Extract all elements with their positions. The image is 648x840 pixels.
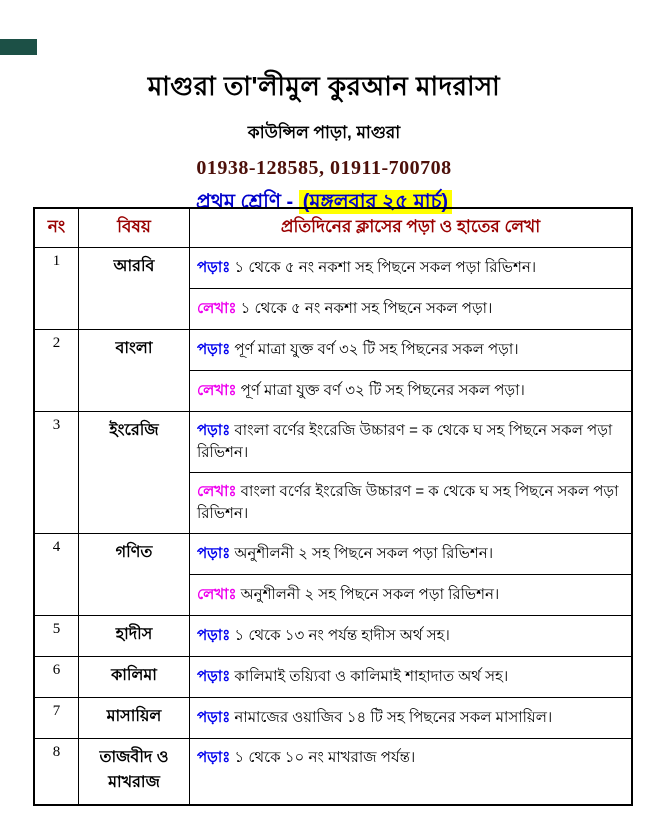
table-row xyxy=(34,330,632,371)
row-number: 6 xyxy=(34,657,79,698)
subject-name: গণিত xyxy=(79,534,190,616)
pora-cell xyxy=(190,330,633,371)
lekha-text: বাংলা বর্ণের ইংরেজি উচ্চারণ = ক থেকে ঘ সহ পিছনে সকল পড়া রিভিশন। xyxy=(197,483,619,522)
table-row xyxy=(34,657,632,698)
subject-name: তাজবীদ ও মাখরাজ xyxy=(79,739,190,806)
lekha-cell xyxy=(190,575,633,616)
table-row xyxy=(34,534,632,575)
row-number: 8 xyxy=(34,739,79,806)
row-number: 2 xyxy=(34,330,79,412)
date-highlight: (মঙ্গলবার ২৫ মার্চ) xyxy=(299,190,452,214)
table-row xyxy=(34,412,632,473)
lekha-text: পূর্ণ মাত্রা যুক্ত বর্ণ ৩২ টি সহ পিছনের সকল পড়া। xyxy=(240,382,525,400)
subject-name: আরবি xyxy=(79,248,190,330)
pora-cell xyxy=(190,698,633,739)
pora-cell xyxy=(190,657,633,698)
pora-cell xyxy=(190,248,633,289)
table-row xyxy=(34,698,632,739)
pora-cell xyxy=(190,534,633,575)
table-row xyxy=(34,248,632,289)
pora-text: কালিমাই তয়্যিবা ও কালিমাই শাহাদাত অর্থ সহ। xyxy=(234,668,509,686)
page-title: মাগুরা তা'লীমুল কুরআন মাদরাসা xyxy=(147,71,501,101)
corner-mark xyxy=(0,39,37,55)
row-number: 4 xyxy=(34,534,79,616)
pora-text: অনুশীলনী ২ সহ পিছনে সকল পড়া রিভিশন। xyxy=(234,545,494,563)
subject-name: বাংলা xyxy=(79,330,190,412)
page-subtitle: কাউন্সিল পাড়া, মাগুরা xyxy=(247,123,401,142)
lesson-schedule-table xyxy=(33,207,633,806)
lekha-text: ১ থেকে ৫ নং নকশা সহ পিছনে সকল পড়া। xyxy=(240,300,493,318)
lekha-cell xyxy=(190,289,633,330)
pora-text: ১ থেকে ১০ নং মাখরাজ পর্যন্ত। xyxy=(234,749,416,766)
row-number: 7 xyxy=(34,698,79,739)
subject-name: কালিমা xyxy=(79,657,190,698)
lekha-text: অনুশীলনী ২ সহ পিছনে সকল পড়া রিভিশন। xyxy=(240,586,500,604)
lekha-label: লেখাঃ xyxy=(197,300,237,318)
row-number: 1 xyxy=(34,248,79,330)
lekha-label: লেখাঃ xyxy=(197,483,237,501)
lekha-label: লেখাঃ xyxy=(197,586,237,604)
pora-text: নামাজের ওয়াজিব ১৪ টি সহ পিছনের সকল মাসায়িল। xyxy=(234,709,553,727)
lekha-cell xyxy=(190,473,633,534)
table-row xyxy=(34,616,632,657)
pora-label: পড়াঃ xyxy=(197,668,231,686)
class-label: প্রথম শ্রেণি - xyxy=(195,191,299,213)
header-no: নং xyxy=(34,208,79,248)
pora-label: পড়াঃ xyxy=(197,259,231,277)
pora-label: পড়াঃ xyxy=(197,545,231,563)
table-header-row xyxy=(34,208,632,248)
pora-text: ১ থেকে ১৩ নং পর্যন্ত হাদীস অর্থ সহ। xyxy=(234,627,450,645)
subject-name: হাদীস xyxy=(79,616,190,657)
pora-label: পড়াঃ xyxy=(197,709,231,727)
document-header xyxy=(0,0,648,220)
row-number: 3 xyxy=(34,412,79,534)
table-row xyxy=(34,739,632,806)
lekha-label: লেখাঃ xyxy=(197,382,237,400)
header-work: প্রতিদিনের ক্লাসের পড়া ও হাতের লেখা xyxy=(190,208,633,248)
lekha-cell xyxy=(190,371,633,412)
pora-label: পড়াঃ xyxy=(197,627,231,645)
pora-label: পড়াঃ xyxy=(197,422,231,440)
pora-cell xyxy=(190,616,633,657)
pora-text: ১ থেকে ৫ নং নকশা সহ পিছনে সকল পড়া রিভিশন। xyxy=(234,259,537,277)
pora-text: পূর্ণ মাত্রা যুক্ত বর্ণ ৩২ টি সহ পিছনের সকল পড়া। xyxy=(234,341,519,359)
pora-text: বাংলা বর্ণের ইংরেজি উচ্চারণ = ক থেকে ঘ সহ পিছনে সকল পড়া রিভিশন। xyxy=(197,422,613,461)
pora-cell xyxy=(190,412,633,473)
row-number: 5 xyxy=(34,616,79,657)
header-subject: বিষয় xyxy=(79,208,190,248)
subject-name: ইংরেজি xyxy=(79,412,190,534)
pora-cell xyxy=(190,739,633,806)
phone-numbers: 01938-128585, 01911-700708 xyxy=(196,157,452,179)
subject-name: মাসায়িল xyxy=(79,698,190,739)
pora-label: পড়াঃ xyxy=(197,749,231,766)
pora-label: পড়াঃ xyxy=(197,341,231,359)
